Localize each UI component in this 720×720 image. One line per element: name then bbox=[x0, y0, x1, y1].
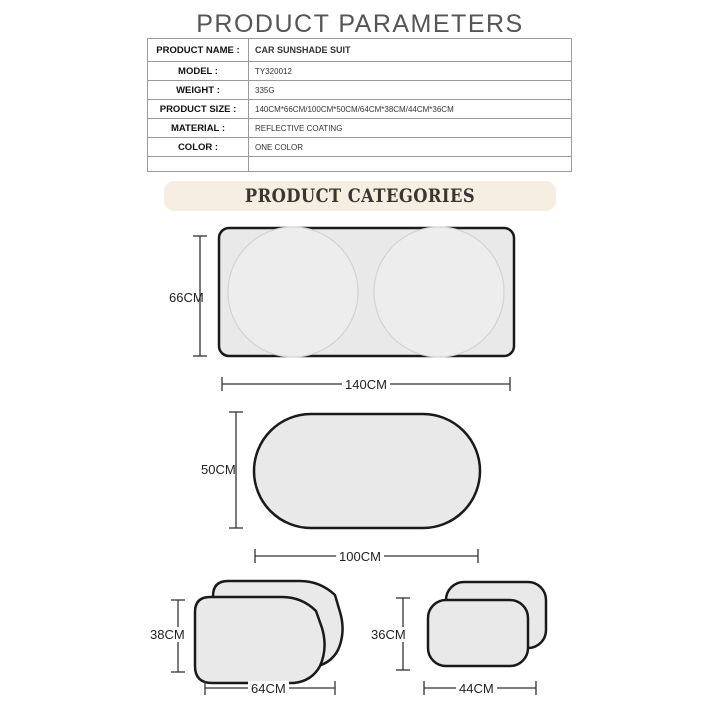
param-label: WEIGHT : bbox=[148, 81, 249, 100]
rear-width-label: 100CM bbox=[336, 549, 384, 564]
front-shade-right-circle bbox=[374, 227, 504, 357]
param-label: MATERIAL : bbox=[148, 119, 249, 138]
param-value: TY320012 bbox=[249, 62, 572, 81]
front-height-label: 66CM bbox=[169, 290, 204, 305]
categories-title: PRODUCT CATEGORIES bbox=[244, 185, 476, 207]
rear-shade bbox=[254, 414, 480, 528]
side-small-width-label: 44CM bbox=[456, 681, 497, 696]
side-large-shade-front bbox=[195, 597, 325, 683]
rear-height-label: 50CM bbox=[201, 462, 236, 477]
side-large-shades bbox=[195, 581, 343, 683]
param-label: COLOR : bbox=[148, 138, 249, 157]
param-label: PRODUCT SIZE : bbox=[148, 100, 249, 119]
param-value: 335G bbox=[249, 81, 572, 100]
front-shade-drawing bbox=[219, 227, 514, 357]
side-large-height-label: 38CM bbox=[150, 627, 185, 642]
param-label: PRODUCT NAME : bbox=[148, 39, 249, 62]
side-small-shades bbox=[428, 582, 546, 666]
front-width-label: 140CM bbox=[342, 377, 390, 392]
front-shade-left-circle bbox=[228, 227, 358, 357]
param-value: ONE COLOR bbox=[249, 138, 572, 157]
side-small-height-label: 36CM bbox=[371, 627, 406, 642]
param-label: MODEL : bbox=[148, 62, 249, 81]
param-value: CAR SUNSHADE SUIT bbox=[249, 39, 572, 62]
side-large-width-label: 64CM bbox=[248, 681, 289, 696]
param-value: 140CM*66CM/100CM*50CM/64CM*38CM/44CM*36CM bbox=[249, 100, 572, 119]
page-title: PRODUCT PARAMETERS bbox=[196, 10, 524, 38]
side-small-shade-front bbox=[428, 600, 528, 666]
param-value: REFLECTIVE COATING bbox=[249, 119, 572, 138]
